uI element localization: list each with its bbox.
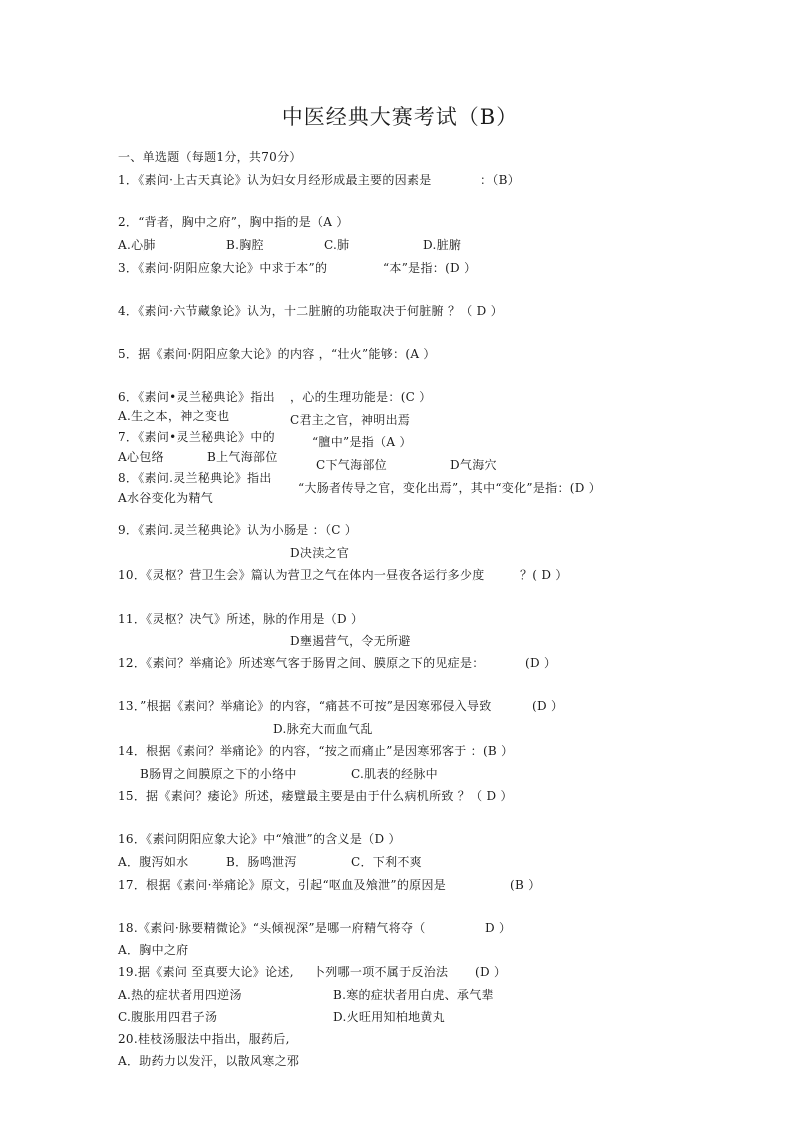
question-13: 13．”根据《素问？举痛论》的内容，“痛甚不可按”是因寒邪侵入导致	[118, 699, 492, 713]
question-2-option-d: D.脏腑	[423, 238, 462, 252]
question-10: 10．《灵枢？营卫生会》篇认为营卫之气在体内一昼夜各运行多少度	[118, 568, 485, 582]
question-2-option-a: A.心肺	[118, 238, 156, 252]
question-7-cont: “膻中”是指（A ）	[312, 435, 412, 449]
question-18-answer: D ）	[485, 921, 512, 935]
question-4: 4．《素问·六节藏象论》认为，十二脏腑的功能取决于何脏腑 ？（ D ）	[118, 304, 504, 318]
question-18-option-a: A．胸中之府	[118, 943, 189, 957]
question-1: 1．《素问·上古天真论》认为妇女月经形成最主要的因素是	[118, 173, 432, 187]
question-6: 6．《素问•灵兰秘典论》指出	[118, 390, 275, 404]
question-16-option-a: A．腹泻如水	[118, 855, 189, 869]
question-16-option-c: C．下利不爽	[351, 855, 422, 869]
question-17: 17．根据《素问·举痛论》原文，引起“呕血及飧泄”的原因是	[118, 878, 447, 892]
question-7-option-d: D气海穴	[450, 458, 497, 472]
question-7-option-c: C下气海部位	[316, 458, 387, 472]
question-19-answer: (D ）	[475, 965, 507, 979]
question-14-option-b: B肠胃之间膜原之下的小络中	[140, 767, 297, 781]
question-20: 20.桂枝汤服法中指出，服药后,	[118, 1032, 290, 1046]
question-19-option-c: C.腹胀用四君子汤	[118, 1010, 218, 1024]
question-2: 2．“背者，胸中之府”，胸中指的是（A ）	[118, 215, 349, 229]
question-7: 7．《素问•灵兰秘典论》中的	[118, 430, 275, 444]
exam-title: 中医经典大赛考试（B）	[281, 105, 519, 129]
question-8-option-a: A水谷变化为精气	[118, 491, 214, 505]
question-11-option-d: D壅遏营气，令无所避	[290, 634, 411, 648]
question-5: 5．据《素问·阴阳应象大论》的内容 ，“壮火”能够：(A ）	[118, 347, 436, 361]
question-7-option-b: B上气海部位	[207, 450, 278, 464]
question-14-option-c: C.肌表的经脉中	[351, 767, 438, 781]
question-8: 8．《素问.灵兰秘典论》指出	[118, 471, 272, 485]
question-7-option-a: A心包络	[118, 450, 164, 464]
question-18: 18.《素问·脉要精微论》“头倾视深”是哪一府精气将夺（	[118, 921, 426, 935]
question-6-option-a: A.生之本，神之变也	[118, 409, 230, 423]
question-13-option-d: D.脉充大而血气乱	[273, 722, 373, 736]
question-19-option-d: D.火旺用知柏地黄丸	[333, 1010, 446, 1024]
question-8-cont: “大肠者传导之官，变化出焉”，其中“变化”是指：(D ）	[298, 481, 602, 495]
question-9-option-d: D决渎之官	[290, 546, 350, 560]
question-11: 11．《灵枢？决气》所述，脉的作用是（D ）	[118, 612, 364, 626]
question-1-answer: ：（B）	[480, 173, 521, 187]
question-19: 19.据《素问 至真要大论》论述,	[118, 965, 294, 979]
question-19-option-b: B.寒的症状者用白虎、承气辈	[333, 988, 494, 1002]
section-heading: 一、单选题（每题1分，共70分）	[118, 150, 302, 164]
question-16: 16．《素问阴阳应象大论》中“飧泄”的含义是（D ）	[118, 832, 401, 846]
question-3-cont: “本”是指：(D ）	[383, 261, 477, 275]
question-6-option-c: C君主之官，神明出焉	[290, 413, 411, 427]
question-2-option-c: C.肺	[324, 238, 350, 252]
question-10-answer: ？( D ）	[520, 568, 568, 582]
question-2-option-b: B.胸腔	[226, 238, 264, 252]
question-15: 15．据《素问？痿论》所述，痿躄最主要是由于什么病机所致 ？（ D ）	[118, 789, 513, 803]
question-6-cont: ，心的生理功能是：(C ）	[290, 390, 432, 404]
question-17-answer: (B ）	[510, 878, 541, 892]
question-19-option-a: A.热的症状者用四逆汤	[118, 988, 242, 1002]
question-9: 9．《素问.灵兰秘典论》认为小肠是 ：（C ）	[118, 523, 358, 537]
question-13-answer: (D ）	[532, 699, 564, 713]
question-19-cont: 卜列哪一项不属于反治法	[313, 965, 449, 979]
question-20-option-a: A．助药力以发汗，以散风寒之邪	[118, 1054, 300, 1068]
question-12: 12．《素问？举痛论》所述寒气客于肠胃之间、膜原之下的见症是：	[118, 656, 485, 670]
question-16-option-b: B．肠鸣泄泻	[226, 855, 297, 869]
question-3: 3．《素问·阴阳应象大论》中求于本”的	[118, 261, 328, 275]
question-12-answer: (D ）	[525, 656, 557, 670]
question-14: 14．根据《素问？举痛论》的内容，“按之而痛止”是因寒邪客于 ：(B ）	[118, 744, 514, 758]
